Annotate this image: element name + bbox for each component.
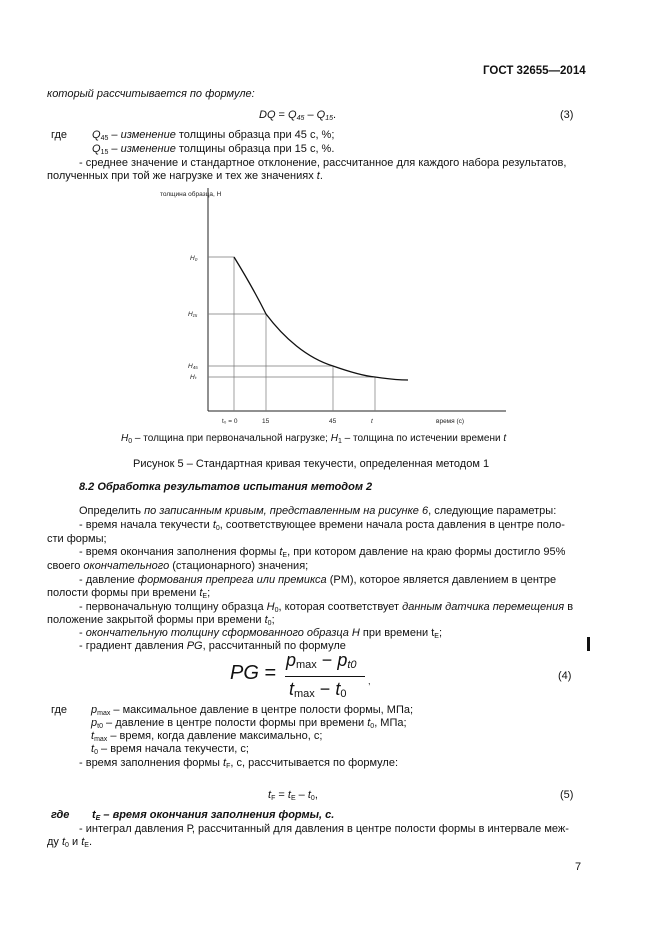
standard-number: ГОСТ 32655—2014 [483,65,586,77]
formula-4-denominator: $t_{max} - t_0$ [289,679,347,700]
paragraph-mean-line-2: полученных при той же нагрузке и тех же значениях t. [47,170,323,182]
y-axis-label: толщина образца, Н [160,191,222,198]
paragraph-6: - окончательную толщину сформованного образца H при времени $t_E$; [79,627,443,640]
x-tick-t0: t₀ = 0 [222,418,238,425]
intro-text: который рассчитывается по формуле: [47,88,255,100]
paragraph-5-line-1: - первоначальную толщину образца $H_0$, которая соответствует данным датчика перемещения в [79,601,574,614]
paragraph-5-line-2: положение закрытой формы при времени $t_0$; [47,614,275,627]
y-tick-h0: H₀ [190,255,198,262]
formula-3: DQ = $Q_{45} - Q_{15}$. [259,109,337,122]
paragraph-9-line-2: ду $t_0$ и $t_E$. [47,836,93,849]
formula-4-number: (4) [558,670,572,682]
paragraph-8: - время заполнения формы $t_F$, с, рассчитывается по формуле: [79,757,399,770]
x-axis-label: время (с) [436,418,465,425]
section-heading: 8.2 Обработка результатов испытания методом 2 [79,481,373,493]
formula-4-numerator: $p_{max} - p_{t0}$ [286,650,357,671]
paragraph-4-line-2: полости формы при времени $t_E$; [47,587,211,600]
revision-bar [587,637,590,651]
paragraph-7: - градиент давления PG, рассчитанный по формуле [79,640,346,652]
x-tick-t: t [371,418,373,425]
where-4-row-1: $p_{max}$ – максимальное давление в центре полости формы, МПа; [91,704,414,717]
where-4-row-2: $p_{t0}$ – давление в центре полости формы при времени $t_0$, МПа; [91,717,407,730]
y-tick-h15: H₁₅ [188,311,198,318]
paragraph-3-line-1: - время окончания заполнения формы $t_E$, при котором давление на краю формы достигло 95% [79,546,566,559]
where-4-row-3: $t_{max}$ – время, когда давление максимально, с; [91,730,323,743]
x-tick-45: 45 [329,418,337,425]
paragraph-4-line-1: - давление формования препрега или премикса (PM), которое является давлением в центре [79,574,557,586]
paragraph-1: Определить по записанным кривым, представленным на рисунке 6, следующие параметры: [79,505,557,517]
paragraph-3-line-2: своего окончательного (стационарного) значения; [47,560,309,572]
paragraph-2-line-2: сти формы; [47,533,107,545]
paragraph-9-line-1: - интеграл давления Р, рассчитанный для давления в центре полости формы в интервале меж- [79,823,569,835]
paragraph-2-line-1: - время начала текучести $t_0$, соответствующее времени начала роста давления в центре поло- [79,519,565,532]
flow-curve [234,257,408,380]
flow-curve-chart [150,180,530,430]
x-tick-15: 15 [262,418,270,425]
formula-5-number: (5) [560,789,574,801]
formula-4-fraction-bar [285,676,365,677]
where-3-line-2: $Q_{15}$ – изменение толщины образца при 15 с, %. [92,143,335,156]
where-4-row-4: $t_0$ – время начала текучести, с; [91,743,249,756]
where-label-4: где [51,704,68,716]
where-3-line-1: $Q_{45}$ – изменение толщины образца при 45 с, %; [92,129,335,142]
formula-5: $t_F = t_E - t_0$, [268,789,318,802]
formula-3-number: (3) [560,109,574,121]
y-tick-ht: Hₜ [190,374,197,381]
where-label-5: где [51,809,70,821]
formula-4-lhs: PG = [230,662,277,684]
figure-title: Рисунок 5 – Стандартная кривая текучести, определенная методом 1 [133,458,490,470]
paragraph-mean-line-1: - среднее значение и стандартное отклонение, рассчитанное для каждого набора результатов, [79,157,567,169]
where-label-3: где [51,129,68,141]
where-5-row: $t_E$ – время окончания заполнения формы, с. [92,809,335,822]
page-number: 7 [575,861,582,873]
formula-4-dot: , [368,676,371,686]
y-tick-h45: H₄₅ [188,363,198,370]
figure-legend: $H_0$ – толщина при первоначальной нагрузке; $H_1$ – толщина по истечении времени t [121,433,507,445]
